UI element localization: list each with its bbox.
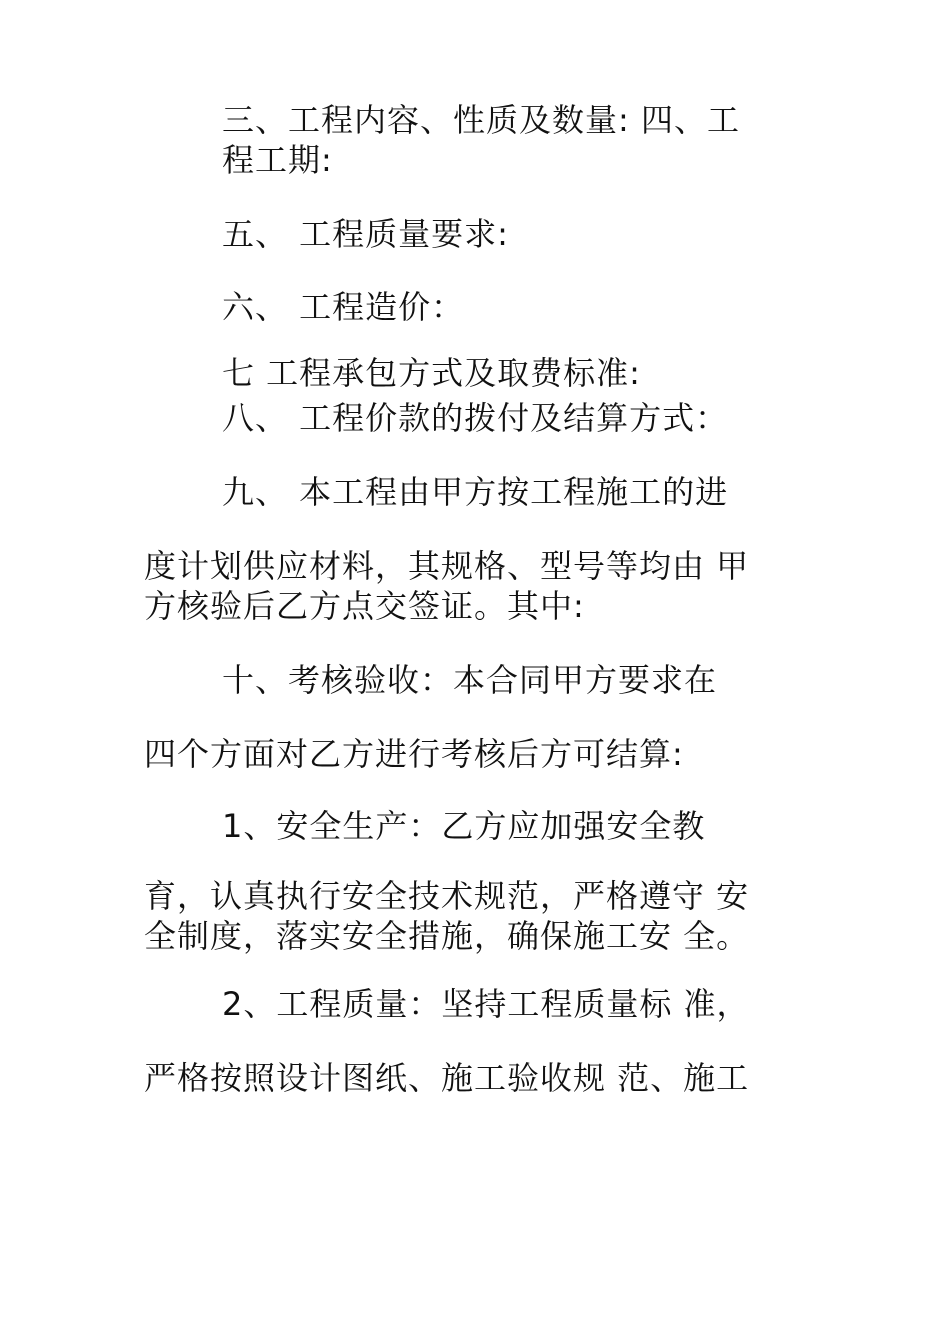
text-line-section-9: 九、 本工程由甲方按工程施工的进 <box>222 473 729 511</box>
text-line-item-1-cont-1: 育，认真执行安全技术规范，严格遵守 安 <box>144 877 750 915</box>
text-line-section-7: 七 工程承包方式及取费标准: <box>222 354 641 392</box>
text-line-item-1: 1、安全生产：乙方应加强安全教 <box>222 807 706 845</box>
text-line-section-3: 三、工程内容、性质及数量: 四、工 <box>222 101 740 139</box>
text-line-section-4: 程工期: <box>222 141 333 179</box>
text-line-item-2-cont: 严格按照设计图纸、施工验收规 范、施工 <box>144 1059 750 1097</box>
text-line-section-6: 六、 工程造价： <box>222 288 465 326</box>
text-line-section-8: 八、 工程价款的拨付及结算方式： <box>222 399 729 437</box>
text-line-section-9-cont-1: 度计划供应材料，其规格、型号等均由 甲 <box>144 547 750 585</box>
text-line-item-2: 2、工程质量：坚持工程质量标 准， <box>222 985 750 1023</box>
text-line-section-5: 五、 工程质量要求: <box>222 215 509 253</box>
text-line-section-10-cont: 四个方面对乙方进行考核后方可结算: <box>144 735 684 773</box>
text-line-section-10: 十、考核验收：本合同甲方要求在 <box>222 661 718 699</box>
text-line-section-9-cont-2: 方核验后乙方点交签证。其中: <box>144 587 585 625</box>
text-line-item-1-cont-2: 全制度，落实安全措施，确保施工安 全。 <box>144 917 750 955</box>
